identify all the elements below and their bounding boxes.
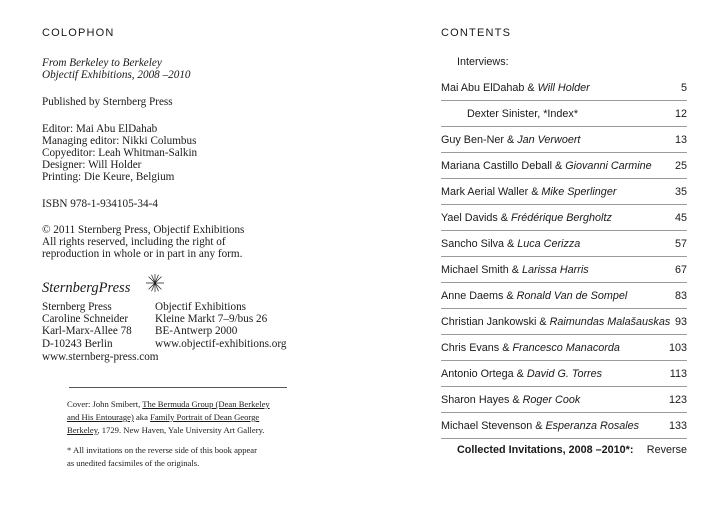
toc-divider (441, 152, 687, 153)
address-right-line-3: BE-Antwerp 2000 (155, 325, 238, 337)
toc-entry[interactable] (441, 264, 687, 277)
toc-page-number: 83 (674, 290, 687, 302)
isbn: ISBN 978-1-934105-34-4 (42, 198, 158, 210)
toc-artist: Christian Jankowski (441, 316, 537, 328)
collected-invitations-row[interactable] (457, 444, 687, 457)
toc-ampersand: & (499, 342, 513, 354)
toc-ampersand: & (504, 238, 518, 250)
cover-note-title-1: The Bermuda Group (Dean Berkeley (142, 399, 270, 409)
toc-interviewer: Mike Sperlinger (541, 186, 617, 198)
rights-line-1: © 2011 Sternberg Press, Objectif Exhibitions (42, 224, 245, 236)
toc-interviewer: Roger Cook (522, 394, 581, 406)
toc-divider (441, 256, 687, 257)
toc-entry[interactable] (441, 420, 687, 433)
credit-copyeditor: Copyeditor: Leah Whitman-Salkin (42, 147, 198, 159)
rights-line-2: All rights reserved, including the right of (42, 236, 226, 248)
address-left-line-1: Sternberg Press (42, 301, 112, 313)
cover-note-alt-2: Berkeley (67, 425, 98, 435)
toc-artist: Guy Ben-Ner (441, 134, 505, 146)
rights-line-3: reproduction in whole or in part in any form. (42, 248, 243, 260)
toc-page-number: 35 (674, 186, 687, 198)
invite-note-line-2: as unedited facsimiles of the originals. (67, 458, 200, 468)
sternberg-press-logo (42, 279, 130, 297)
collected-invitations-label: Collected Invitations, 2008 –2010*: (457, 444, 634, 456)
toc-divider (441, 204, 687, 205)
toc-page-number: 45 (674, 212, 687, 224)
toc-artist: Michael Smith (441, 264, 509, 276)
toc-divider (441, 308, 687, 309)
toc-divider (441, 230, 687, 231)
credit-designer: Designer: Will Holder (42, 159, 142, 171)
toc-artist: Mariana Castillo Deball (441, 160, 553, 172)
collected-invitations-page: Reverse (646, 444, 687, 456)
toc-divider (441, 100, 687, 101)
contents-heading: CONTENTS (441, 27, 512, 39)
credit-editor: Editor: Mai Abu ElDahab (42, 123, 158, 135)
toc-ampersand: & (532, 420, 546, 432)
toc-page-number: 123 (668, 394, 687, 406)
toc-divider (441, 126, 687, 127)
book-title-line-1: From Berkeley to Berkeley (42, 57, 162, 69)
toc-artist: Michael Stevenson (441, 420, 533, 432)
toc-divider (441, 282, 687, 283)
colophon-heading: COLOPHON (42, 27, 115, 39)
footnote-divider (69, 387, 287, 388)
toc-ampersand: & (528, 186, 542, 198)
toc-interviewer: Francesco Manacorda (512, 342, 620, 354)
address-right-line-1: Objectif Exhibitions (155, 301, 247, 313)
cover-note-line-2 (67, 411, 259, 424)
toc-artist: Yael Davids (441, 212, 498, 224)
toc-divider (441, 360, 687, 361)
toc-interviewer: Esperanza Rosales (545, 420, 640, 432)
toc-ampersand: & (497, 212, 512, 224)
toc-interviewer: Giovanni Carmine (565, 160, 652, 172)
toc-entry[interactable] (441, 186, 687, 199)
cover-note-line-3 (67, 424, 264, 437)
toc-ampersand: & (552, 160, 566, 172)
address-left-line-3: Karl-Marx-Allee 78 (42, 325, 132, 337)
address-right-line-2: Kleine Markt 7–9/bus 26 (155, 313, 268, 325)
credit-printing: Printing: Die Keure, Belgium (42, 171, 175, 183)
toc-divider (441, 412, 687, 413)
toc-entry[interactable] (441, 290, 687, 303)
toc-entry[interactable] (467, 108, 687, 121)
cover-note-suffix: , 1729. New Haven, Yale University Art Gallery. (97, 425, 265, 435)
toc-entry[interactable] (441, 316, 687, 329)
toc-entry[interactable] (441, 342, 687, 355)
toc-ampersand: & (508, 264, 523, 276)
toc-artist: Mai Abu ElDahab (441, 82, 525, 94)
star-icon (146, 274, 164, 292)
toc-page-number: 133 (668, 420, 687, 432)
toc-page-number: 12 (674, 108, 687, 120)
toc-entry[interactable] (441, 212, 687, 225)
published-by: Published by Sternberg Press (42, 96, 173, 108)
cover-note-prefix: Cover: John Smibert, (67, 399, 143, 409)
toc-page-number: 25 (674, 160, 687, 172)
toc-artist: Mark Aerial Waller (441, 186, 529, 198)
toc-entry[interactable] (441, 368, 687, 381)
toc-divider (441, 178, 687, 179)
cover-note-middle: aka (133, 412, 151, 422)
toc-interviewer: Raimundas Malašauskas (549, 316, 671, 328)
toc-artist: Antonio Ortega (441, 368, 514, 380)
invite-note-line-1: * All invitations on the reverse side of this book appear (67, 445, 257, 455)
address-left-line-2: Caroline Schneider (42, 313, 129, 325)
toc-entry[interactable] (441, 82, 687, 95)
toc-ampersand: & (513, 368, 527, 380)
cover-note-alt-1: Family Portrait of Dean George (150, 412, 260, 422)
toc-page-number: 103 (668, 342, 687, 354)
toc-interviewer: David G. Torres (526, 368, 603, 380)
toc-page-number: 57 (674, 238, 687, 250)
toc-interviewer: Larissa Harris (522, 264, 589, 276)
interviews-label: Interviews: (457, 56, 509, 68)
toc-divider (441, 438, 687, 439)
credit-managing-editor: Managing editor: Nikki Columbus (42, 135, 197, 147)
toc-entry[interactable] (441, 160, 687, 173)
toc-ampersand: & (504, 134, 518, 146)
toc-page-number: 13 (674, 134, 687, 146)
cover-note-title-2: and His Entourage) (67, 412, 134, 422)
toc-divider (441, 334, 687, 335)
toc-artist: Sharon Hayes (441, 394, 510, 406)
toc-artist: Dexter Sinister, *Index* (467, 108, 579, 120)
toc-interviewer: Ronald Van de Sompel (516, 290, 628, 302)
toc-interviewer: Will Holder (537, 82, 590, 94)
toc-artist: Sancho Silva (441, 238, 505, 250)
address-left-line-4: D-10243 Berlin (42, 338, 113, 350)
toc-entry[interactable] (441, 394, 687, 407)
toc-ampersand: & (536, 316, 550, 328)
toc-ampersand: & (509, 394, 523, 406)
logo-wordmark: SternbergPress (42, 280, 131, 296)
cover-note-line-1 (67, 398, 270, 411)
sternberg-press-url[interactable]: www.sternberg-press.com (42, 351, 159, 363)
objectif-url[interactable]: www.objectif-exhibitions.org (155, 338, 287, 350)
toc-page-number: 67 (674, 264, 687, 276)
toc-artist: Anne Daems (441, 290, 504, 302)
toc-ampersand: & (503, 290, 517, 302)
toc-entry[interactable] (441, 238, 687, 251)
toc-artist: Chris Evans (441, 342, 500, 354)
toc-divider (441, 386, 687, 387)
book-title-line-2: Objectif Exhibitions, 2008 –2010 (42, 69, 191, 81)
toc-entry[interactable] (441, 134, 687, 147)
toc-interviewer: Jan Verwoert (517, 134, 581, 146)
toc-interviewer: Frédérique Bergholtz (511, 212, 612, 224)
toc-page-number: 93 (674, 316, 687, 328)
toc-interviewer: Luca Cerizza (517, 238, 581, 250)
toc-page-number: 5 (680, 82, 687, 94)
toc-ampersand: & (524, 82, 538, 94)
toc-page-number: 113 (669, 368, 687, 380)
